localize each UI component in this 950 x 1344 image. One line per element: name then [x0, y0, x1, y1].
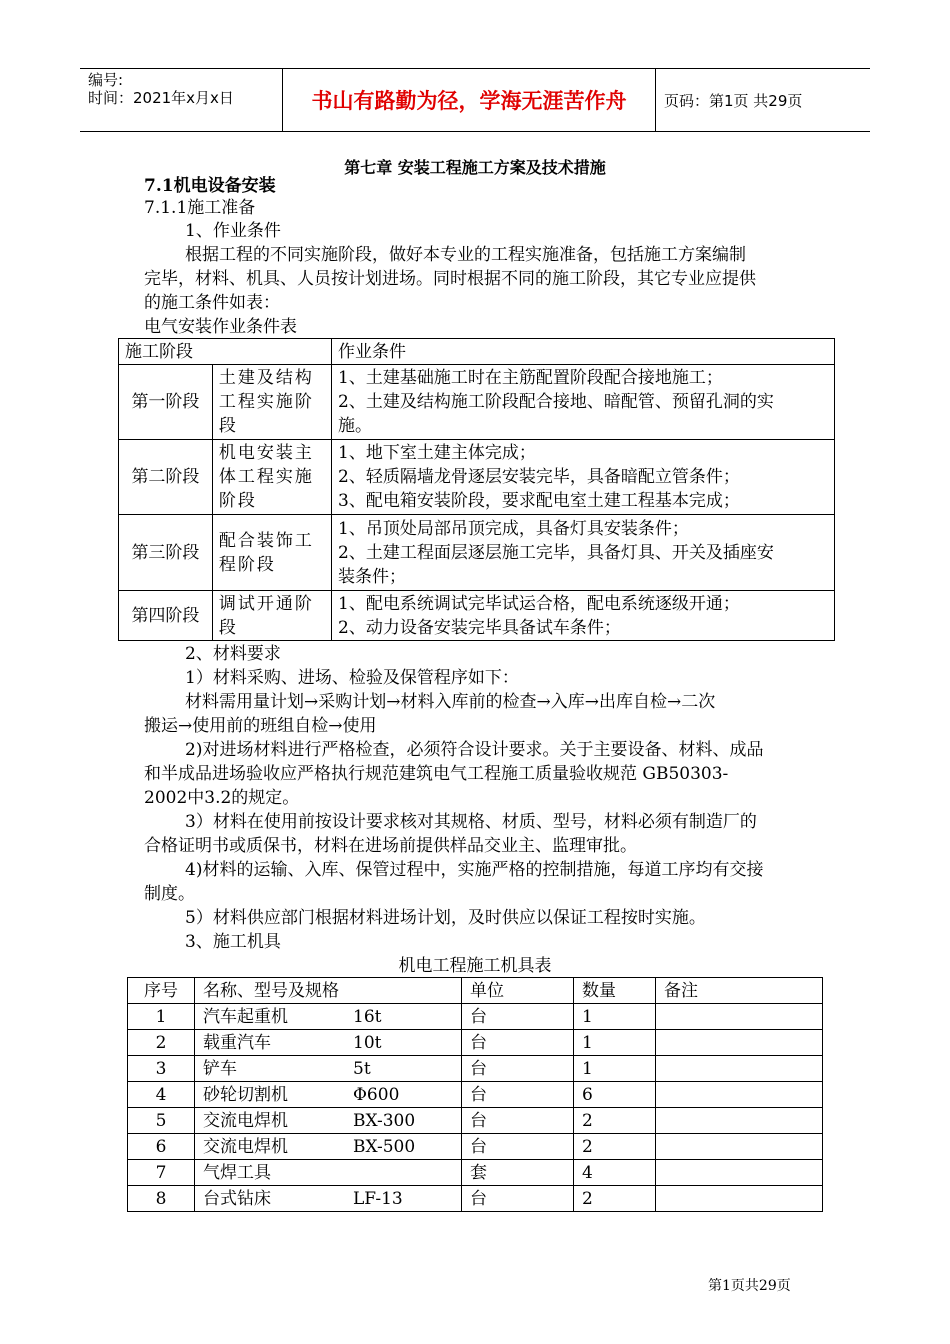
quantity-cell	[574, 1108, 656, 1134]
table-row	[128, 1004, 823, 1030]
quantity-cell	[574, 1134, 656, 1160]
table-row	[119, 365, 835, 440]
number-cell	[128, 1160, 195, 1186]
number-cell	[128, 1134, 195, 1160]
paragraph-line: 根据工程的不同实施阶段，做好本专业的工程实施准备，包括施工方案编制	[185, 245, 746, 265]
cell-line: 1、配电系统调试完毕试运合格，配电系统逐级开通；	[338, 593, 740, 614]
note-cell	[656, 1160, 823, 1186]
cell-line: 体工程实施	[218, 467, 314, 487]
table-row	[128, 1030, 823, 1056]
quantity-cell	[574, 1186, 656, 1212]
header-page-info: 页码：第1页 共29页	[664, 91, 803, 110]
quantity-cell	[574, 1004, 656, 1030]
table-row	[119, 591, 835, 641]
row-number: 7	[155, 1162, 167, 1183]
row-number: 1	[155, 1006, 167, 1027]
name-cell	[195, 1056, 462, 1082]
quantity: 4	[582, 1162, 593, 1183]
note-cell	[656, 1056, 823, 1082]
name-spec	[203, 1032, 453, 1054]
equipment-spec: 16t	[353, 1006, 382, 1027]
equipment-name: 交流电焊机	[203, 1136, 288, 1157]
row-number: 8	[155, 1188, 167, 1209]
header-cell: 单位	[462, 978, 574, 1004]
table-row	[128, 1134, 823, 1160]
table-row	[119, 440, 835, 515]
unit-cell	[462, 1160, 574, 1186]
unit: 台	[470, 1058, 487, 1079]
cell-line: 1、吊顶处局部吊顶完成，具备灯具安装条件；	[338, 518, 689, 539]
name-spec	[203, 1110, 453, 1132]
note-cell	[656, 1108, 823, 1134]
name-spec	[203, 1188, 453, 1210]
quantity: 1	[582, 1006, 593, 1027]
section-heading: 7.1机电设备安装	[144, 176, 276, 196]
cell-line: 段	[218, 416, 238, 436]
stage-cell: 第二阶段	[119, 440, 213, 515]
item-heading-1: 1、作业条件	[185, 221, 281, 241]
header-cell: 序号	[128, 978, 195, 1004]
unit-cell	[462, 1004, 574, 1030]
stage-name-cell	[212, 365, 331, 440]
page-footer: 第1页共29页	[708, 1278, 791, 1294]
quantity-cell	[574, 1160, 656, 1186]
cell-line: 3、配电箱安装阶段，要求配电室土建工程基本完成；	[338, 491, 740, 511]
unit: 台	[470, 1032, 487, 1053]
equipment-name: 台式钻床	[203, 1188, 271, 1209]
name-spec	[203, 1136, 453, 1158]
table-caption: 电气安装作业条件表	[144, 317, 297, 337]
table-row	[128, 1108, 823, 1134]
unit: 台	[470, 1188, 487, 1209]
row-number: 5	[155, 1110, 167, 1131]
unit-cell	[462, 1134, 574, 1160]
header-cell: 数量	[574, 978, 656, 1004]
note-cell	[656, 1082, 823, 1108]
cell-line: 装条件；	[338, 566, 406, 587]
header-cell: 名称、型号及规格	[195, 978, 462, 1004]
table-row	[128, 1160, 823, 1186]
paragraph-line: 4)材料的运输、入库、保管过程中，实施严格的控制措施，每道工序均有交接	[185, 860, 764, 880]
header-left	[88, 71, 234, 107]
stage-name-cell	[212, 515, 331, 591]
name-cell	[195, 1082, 462, 1108]
header-cell: 备注	[656, 978, 823, 1004]
cell-line: 土建及结构	[218, 368, 314, 388]
paragraph-line: 5）材料供应部门根据材料进场计划，及时供应以保证工程按时实施。	[185, 908, 706, 928]
condition-cell	[332, 591, 835, 641]
table-row	[128, 1082, 823, 1108]
name-spec	[203, 1006, 453, 1028]
table-caption: 机电工程施工机具表	[398, 956, 552, 976]
stage-name-cell	[212, 591, 331, 641]
note-cell	[656, 1030, 823, 1056]
number-cell	[128, 1082, 195, 1108]
unit: 台	[470, 1136, 487, 1157]
unit-cell	[462, 1186, 574, 1212]
name-cell	[195, 1004, 462, 1030]
subsection-heading: 7.1.1施工准备	[144, 198, 256, 218]
number-cell	[128, 1108, 195, 1134]
equipment-table	[127, 977, 823, 1212]
row-number: 2	[155, 1032, 167, 1053]
quantity-cell	[574, 1030, 656, 1056]
paragraph-line: 3）材料在使用前按设计要求核对其规格、材质、型号，材料必须有制造厂的	[185, 812, 757, 832]
paragraph-line: 合格证明书或质保书，材料在进场前提供样品交业主、监理审批。	[144, 836, 637, 856]
unit: 台	[470, 1084, 487, 1105]
unit-cell	[462, 1030, 574, 1056]
quantity: 6	[582, 1084, 593, 1105]
table-row	[119, 515, 835, 591]
equipment-spec: LF-13	[353, 1188, 403, 1209]
cell-line: 阶段	[218, 491, 257, 511]
name-spec	[203, 1162, 453, 1184]
header-cell: 施工阶段	[119, 339, 332, 365]
row-number: 3	[155, 1058, 167, 1079]
paragraph-line: 搬运→使用前的班组自检→使用	[144, 716, 377, 736]
paragraph-line: 和半成品进场验收应严格执行规范建筑电气工程施工质量验收规范 GB50303-	[144, 764, 729, 784]
cell-line: 1、土建基础施工时在主筋配置阶段配合接地施工；	[338, 368, 723, 388]
equipment-spec: BX-500	[353, 1136, 416, 1157]
condition-cell	[332, 515, 835, 591]
name-spec	[203, 1058, 453, 1080]
header-cell: 作业条件	[332, 339, 835, 365]
number-cell	[128, 1186, 195, 1212]
code-label: 编号:	[88, 71, 124, 89]
cell-line: 2、土建及结构施工阶段配合接地、暗配管、预留孔洞的实	[338, 392, 774, 412]
work-conditions-table	[118, 338, 835, 641]
name-spec	[203, 1084, 453, 1106]
quantity-cell	[574, 1082, 656, 1108]
cell-line: 程阶段	[218, 554, 276, 575]
unit-cell	[462, 1082, 574, 1108]
quantity: 2	[582, 1136, 593, 1157]
paragraph-line: 材料需用量计划→采购计划→材料入库前的检查→入库→出库自检→二次	[185, 692, 716, 712]
equipment-spec: 5t	[353, 1058, 371, 1079]
page-header	[80, 68, 870, 132]
cell-line: 施。	[338, 416, 372, 436]
table-row	[128, 1186, 823, 1212]
item-heading-3: 3、施工机具	[185, 932, 281, 952]
table-header-row	[119, 339, 835, 365]
cell-line: 配合装饰工	[218, 530, 314, 551]
equipment-spec: 10t	[353, 1032, 382, 1053]
unit: 台	[470, 1110, 487, 1131]
stage-cell: 第一阶段	[119, 365, 213, 440]
name-cell	[195, 1030, 462, 1056]
cell-line: 段	[218, 617, 238, 638]
unit: 台	[470, 1006, 487, 1027]
equipment-spec: BX-300	[353, 1110, 416, 1131]
cell-line: 1、地下室土建主体完成；	[338, 443, 536, 463]
cell-line: 2、土建工程面层逐层施工完毕，具备灯具、开关及插座安	[338, 542, 774, 563]
note-cell	[656, 1186, 823, 1212]
unit: 套	[470, 1162, 487, 1183]
paragraph-line: 2)对进场材料进行严格检查，必须符合设计要求。关于主要设备、材料、成品	[185, 740, 764, 760]
quantity: 1	[582, 1058, 593, 1079]
item-heading-2: 2、材料要求	[185, 644, 281, 664]
quantity: 2	[582, 1188, 593, 1209]
row-number: 4	[155, 1084, 167, 1105]
paragraph-line: 2002中3.2的规定。	[144, 788, 300, 808]
chapter-title: 第七章 安装工程施工方案及技术措施	[344, 158, 606, 177]
unit-cell	[462, 1056, 574, 1082]
stage-name-cell	[212, 440, 331, 515]
number-cell	[128, 1004, 195, 1030]
cell-line: 机电安装主	[218, 443, 314, 463]
name-cell	[195, 1134, 462, 1160]
table-header-row	[128, 978, 823, 1004]
paragraph-line: 1）材料采购、进场、检验及保管程序如下：	[185, 668, 519, 688]
paragraph-line: 制度。	[144, 884, 195, 904]
name-cell	[195, 1160, 462, 1186]
condition-cell	[332, 440, 835, 515]
equipment-name: 载重汽车	[203, 1032, 271, 1053]
table-row	[128, 1056, 823, 1082]
equipment-spec: Φ600	[353, 1084, 400, 1105]
cell-line: 工程实施阶	[218, 392, 314, 412]
stage-cell: 第三阶段	[119, 515, 213, 591]
number-cell	[128, 1030, 195, 1056]
equipment-name: 汽车起重机	[203, 1006, 288, 1027]
equipment-name: 铲车	[203, 1058, 237, 1079]
paragraph-line: 的施工条件如表：	[144, 293, 280, 313]
quantity-cell	[574, 1056, 656, 1082]
cell-line: 2、轻质隔墙龙骨逐层安装完毕，具备暗配立管条件；	[338, 467, 740, 487]
name-cell	[195, 1108, 462, 1134]
name-cell	[195, 1186, 462, 1212]
time-line: 时间：2021年x月x日	[88, 89, 234, 107]
condition-cell	[332, 365, 835, 440]
header-motto: 书山有路勤为径，学海无涯苦作舟	[282, 69, 656, 131]
stage-cell: 第四阶段	[119, 591, 213, 641]
number-cell	[128, 1056, 195, 1082]
unit-cell	[462, 1108, 574, 1134]
equipment-name: 气焊工具	[203, 1162, 271, 1183]
note-cell	[656, 1134, 823, 1160]
quantity: 2	[582, 1110, 593, 1131]
quantity: 1	[582, 1032, 593, 1053]
cell-line: 调试开通阶	[218, 593, 314, 614]
paragraph-line: 完毕，材料、机具、人员按计划进场。同时根据不同的施工阶段，其它专业应提供	[144, 269, 756, 289]
cell-line: 2、动力设备安装完毕具备试车条件；	[338, 617, 621, 638]
note-cell	[656, 1004, 823, 1030]
equipment-name: 砂轮切割机	[203, 1084, 288, 1105]
row-number: 6	[155, 1136, 167, 1157]
equipment-name: 交流电焊机	[203, 1110, 288, 1131]
